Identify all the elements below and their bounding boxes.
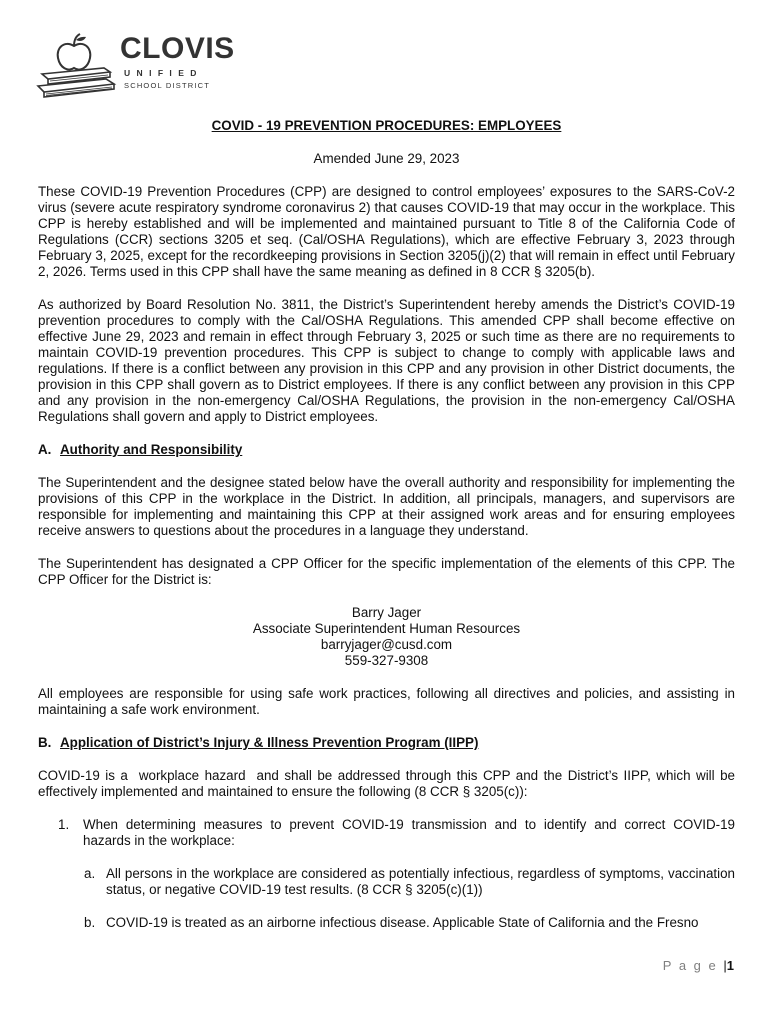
page-footer: P a g e |1 — [662, 958, 734, 973]
list-item — [58, 817, 735, 849]
list-item-text: When determining measures to prevent COVID-19 transmission and to identify and correct COVID-19 hazards in the workplace: — [83, 817, 735, 848]
amended-date: Amended June 29, 2023 — [313, 151, 460, 166]
list-item-number: 1. — [58, 817, 70, 832]
contact-name: Barry Jager — [351, 605, 422, 620]
section-a-letter: A. — [38, 442, 52, 457]
sub-list-item-b — [84, 915, 735, 931]
sub-list-item-b-text: COVID-19 is treated as an airborne infectious disease. Applicable State of California and the Fresno — [106, 915, 699, 930]
document-title: COVID - 19 PREVENTION PROCEDURES: EMPLOYEES — [211, 118, 562, 133]
sub-list-item-a-text: All persons in the workplace are considered as potentially infectious, regardless of symptoms, vaccination status, or negative COVID-19 test results. (8 CCR § 3205(c)(1)) — [106, 866, 735, 897]
section-b-intro: COVID-19 is a workplace hazard and shall be addressed through this CPP and the District’s IIPP, which will be effectively implemented and maintained to ensure the following (8 CCR § 3205(c)): — [38, 768, 739, 799]
cpp-officer-contact — [38, 605, 735, 669]
intro-paragraph-2: As authorized by Board Resolution No. 3811, the District’s Superintendent hereby amends the District’s COVID-19 prevention procedures to comply with the Cal/OSHA Regulations. This amended CPP shall become effective on effective June 29, 2023 and remain in effect through February 3, 2025 or such time as there are no requirements to maintain COVID-19 prevention procedures. This CPP is subject to change to comply with applicable laws and regulations. If there is a conflict between any provision in this CPP and any provision in other District documents, the provision in this CPP shall govern as to District employees. If there is any conflict between any provision in this CPP and any provision in the non-emergency Cal/OSHA Regulations, the provision in the non-emergency Cal/OSHA Regulations shall govern and apply to District employees. — [38, 297, 735, 424]
section-a-paragraph-1: The Superintendent and the designee stated below have the overall authority and responsibility for implementing the provisions of this CPP in the workplace in the District. In addition, all principals, managers, and supervisors are responsible for implementing and maintaining this CPP at their assigned work areas and for ensuring employees receive answers to questions about the procedures in a language they understand. — [38, 475, 735, 538]
contact-email: barryjager@cusd.com — [320, 637, 453, 652]
logo-name: CLOVIS — [120, 32, 235, 65]
sub-list-item-a-label: a. — [84, 866, 96, 881]
section-a-title: Authority and Responsibility — [60, 442, 243, 457]
section-b-heading — [38, 735, 735, 751]
page-label: P a g e — [662, 958, 718, 973]
section-a-heading — [38, 442, 735, 458]
contact-phone: 559-327-9308 — [344, 653, 429, 668]
sub-list-item-a — [84, 866, 735, 898]
section-a-closing: All employees are responsible for using safe work practices, following all directives and policies, and assisting in maintaining a safe work environment. — [38, 686, 735, 717]
section-a-paragraph-2: The Superintendent has designated a CPP Officer for the specific implementation of the elements of this CPP. The CPP Officer for the District is: — [38, 556, 735, 587]
intro-paragraph-1: These COVID-19 Prevention Procedures (CPP) are designed to control employees’ exposures to the SARS-CoV-2 virus (severe acute respiratory syndrome coronavirus 2) that causes COVID-19 that may occur in the workplace. This CPP is hereby established and will be implemented and maintained pursuant to Title 8 of the California Code of Regulations (CCR) sections 3205 et seq. (Cal/OSHA Regulations), which are effective February 3, 2023 through February 3, 2025, except for the recordkeeping provisions in Section 3205(j)(2) that will remain in effect until February 2, 2026. Terms used in this CPP shall have the same meaning as defined in 8 CCR § 3205(b). — [38, 184, 735, 279]
district-logo — [34, 32, 234, 104]
sub-list-item-b-label: b. — [84, 915, 96, 930]
section-b-letter: B. — [38, 735, 52, 750]
apple-books-icon — [34, 32, 124, 104]
logo-district: SCHOOL DISTRICT — [124, 81, 211, 90]
contact-title: Associate Superintendent Human Resources — [252, 621, 521, 636]
logo-unified: UNIFIED — [124, 68, 203, 78]
page-number: 1 — [726, 958, 734, 973]
document-body — [38, 118, 739, 948]
section-b-title: Application of District’s Injury & Illness Prevention Program (IIPP) — [60, 735, 479, 750]
